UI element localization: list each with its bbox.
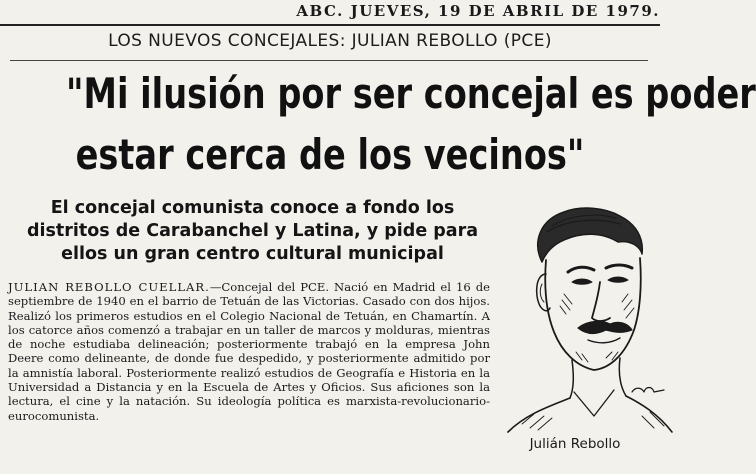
portrait-caption: Julián Rebollo <box>529 436 621 452</box>
headline-line-1: "Mi ilusión por ser concejal es poder <box>66 69 756 118</box>
article-lead: JULIAN REBOLLO CUELLAR. <box>8 280 210 294</box>
portrait-sketch-icon <box>502 202 678 434</box>
section-header: LOS NUEVOS CONCEJALES: JULIAN REBOLLO (PCE) <box>108 31 552 51</box>
article-body <box>8 280 490 423</box>
headline-line-2: estar cerca de los vecinos" <box>75 130 585 179</box>
header-rule <box>10 60 648 61</box>
top-rule <box>0 24 660 26</box>
dateline: ABC. JUEVES, 19 DE ABRIL DE 1979. <box>296 2 660 20</box>
subheadline: El concejal comunista conoce a fondo los distritos de Carabanchel y Latina, y pide para ellos un gran centro cultural municipal <box>26 198 479 264</box>
article-text: —Concejal del PCE. Nació en Madrid el 16 de septiembre de 1940 en el barrio de Tetuán de las Victorias. Casado con dos hijos. Realizó los primeros estudios en el Colegio Nacional de Tetuán, en Chamartín. A los catorce años comenzó a trabajar en un taller de marcos y molduras, mientras de noche estudiaba delineación; posteriormente trabajó en la empresa John Deere como delineante, de donde fue despedido, y posteriormente admitido por la amnistía laboral. Posteriormente realizó estudios de Geografía e Historia en la Universidad a Distancia y en la Escuela de Artes y Oficios. Sus aficiones son la lectura, el cine y la natación. Su ideología política es marxista-revolucionario-eurocomunista. <box>8 280 490 423</box>
